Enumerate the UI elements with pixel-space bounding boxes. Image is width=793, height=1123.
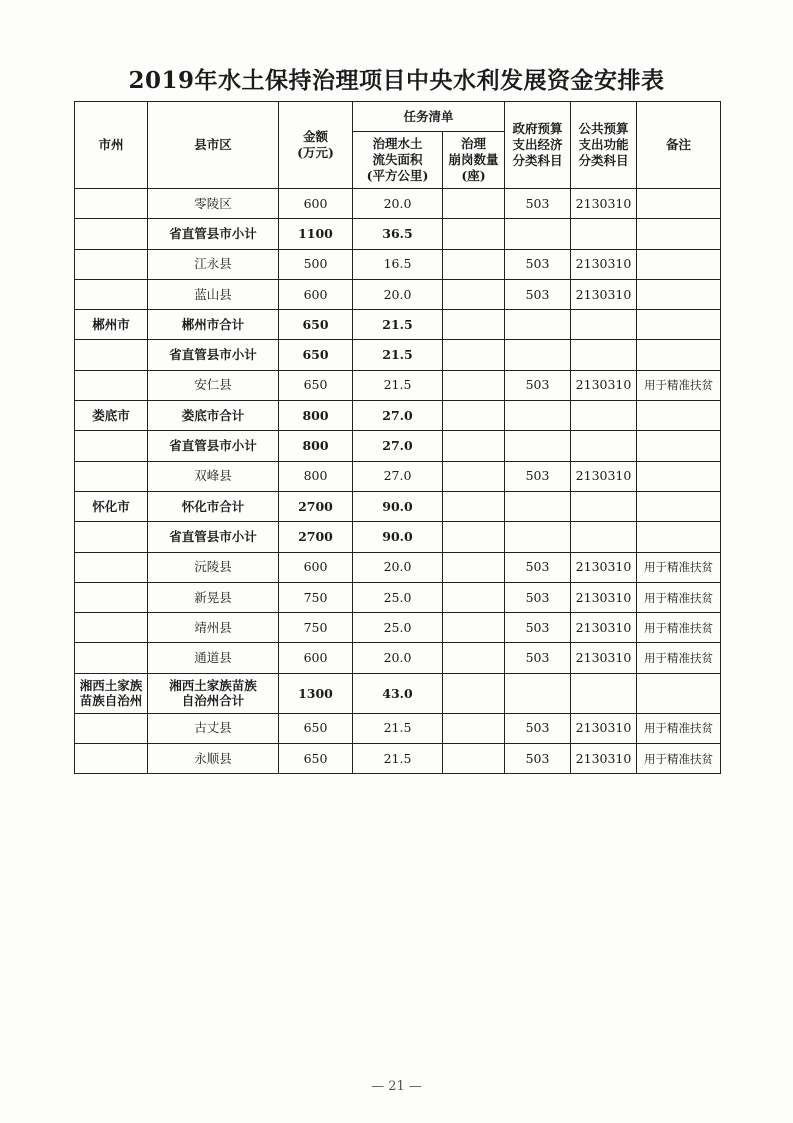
cell-note — [637, 279, 721, 309]
cell-county: 娄底市合计 — [148, 401, 279, 431]
cell-amount: 650 — [279, 713, 353, 743]
header-collapse — [443, 132, 505, 189]
cell-collapse — [443, 744, 505, 774]
cell-public-budget: 2130310 — [571, 744, 637, 774]
cell-note — [637, 431, 721, 461]
table-row — [75, 552, 721, 582]
table-row — [75, 582, 721, 612]
cell-collapse — [443, 613, 505, 643]
cell-area: 27.0 — [353, 401, 443, 431]
cell-public-budget: 2130310 — [571, 552, 637, 582]
cell-collapse — [443, 279, 505, 309]
cell-amount: 650 — [279, 744, 353, 774]
header-city: 市州 — [75, 102, 148, 189]
cell-area: 21.5 — [353, 713, 443, 743]
cell-amount: 600 — [279, 189, 353, 219]
cell-county: 靖州县 — [148, 613, 279, 643]
cell-collapse — [443, 643, 505, 673]
cell-gov-budget: 503 — [505, 643, 571, 673]
table-row — [75, 401, 721, 431]
cell-note — [637, 219, 721, 249]
cell-public-budget — [571, 340, 637, 370]
cell-note: 用于精准扶贫 — [637, 643, 721, 673]
cell-collapse — [443, 249, 505, 279]
cell-collapse — [443, 370, 505, 400]
cell-area: 20.0 — [353, 279, 443, 309]
table-row — [75, 279, 721, 309]
table-row — [75, 249, 721, 279]
cell-public-budget: 2130310 — [571, 370, 637, 400]
header-note: 备注 — [637, 102, 721, 189]
table-row — [75, 461, 721, 491]
table-row — [75, 431, 721, 461]
cell-amount: 750 — [279, 613, 353, 643]
table-row — [75, 310, 721, 340]
cell-gov-budget — [505, 431, 571, 461]
cell-gov-budget: 503 — [505, 582, 571, 612]
header-line: 公共预算 — [578, 121, 629, 136]
cell-county: 古丈县 — [148, 713, 279, 743]
cell-amount: 1100 — [279, 219, 353, 249]
cell-public-budget: 2130310 — [571, 713, 637, 743]
table-row — [75, 370, 721, 400]
cell-area: 25.0 — [353, 613, 443, 643]
cell-note — [637, 461, 721, 491]
cell-amount: 2700 — [279, 522, 353, 552]
header-line: 政府预算 — [512, 121, 563, 136]
header-line: 流失面积 — [372, 152, 423, 167]
page-number: — 21 — — [371, 1079, 422, 1094]
cell-note — [637, 189, 721, 219]
cell-county-line: 自治州合计 — [181, 693, 245, 709]
cell-gov-budget: 503 — [505, 552, 571, 582]
cell-gov-budget: 503 — [505, 249, 571, 279]
cell-gov-budget: 503 — [505, 189, 571, 219]
cell-public-budget: 2130310 — [571, 249, 637, 279]
table-row — [75, 189, 721, 219]
table-row — [75, 713, 721, 743]
cell-area: 90.0 — [353, 491, 443, 521]
cell-city — [75, 189, 148, 219]
cell-amount: 600 — [279, 279, 353, 309]
header-line: 崩岗数量 — [448, 152, 499, 167]
header-amount-line: (万元) — [297, 145, 334, 160]
cell-amount: 2700 — [279, 491, 353, 521]
cell-city — [75, 713, 148, 743]
header-task-list: 任务清单 — [353, 102, 505, 132]
cell-collapse — [443, 189, 505, 219]
cell-city — [75, 673, 148, 713]
cell-gov-budget — [505, 340, 571, 370]
cell-amount: 600 — [279, 643, 353, 673]
cell-collapse — [443, 491, 505, 521]
cell-gov-budget — [505, 401, 571, 431]
cell-gov-budget: 503 — [505, 713, 571, 743]
cell-public-budget: 2130310 — [571, 279, 637, 309]
cell-area: 20.0 — [353, 189, 443, 219]
table-row — [75, 643, 721, 673]
cell-public-budget — [571, 673, 637, 713]
cell-area: 20.0 — [353, 643, 443, 673]
header-line: 治理水土 — [372, 136, 423, 151]
cell-area: 20.0 — [353, 552, 443, 582]
header-county: 县市区 — [148, 102, 279, 189]
cell-note — [637, 340, 721, 370]
cell-gov-budget: 503 — [505, 279, 571, 309]
cell-city: 怀化市 — [75, 491, 148, 521]
cell-public-budget — [571, 522, 637, 552]
cell-collapse — [443, 219, 505, 249]
table-row — [75, 340, 721, 370]
cell-county: 零陵区 — [148, 189, 279, 219]
cell-city — [75, 340, 148, 370]
cell-note: 用于精准扶贫 — [637, 552, 721, 582]
table-row — [75, 613, 721, 643]
cell-amount: 800 — [279, 431, 353, 461]
cell-collapse — [443, 310, 505, 340]
cell-city — [75, 219, 148, 249]
cell-collapse — [443, 522, 505, 552]
cell-note: 用于精准扶贫 — [637, 582, 721, 612]
cell-city — [75, 249, 148, 279]
cell-collapse — [443, 713, 505, 743]
cell-gov-budget: 503 — [505, 370, 571, 400]
cell-area: 27.0 — [353, 431, 443, 461]
cell-gov-budget: 503 — [505, 744, 571, 774]
table-row — [75, 522, 721, 552]
table-row — [75, 673, 721, 713]
cell-public-budget: 2130310 — [571, 643, 637, 673]
cell-county: 省直管县市小计 — [148, 340, 279, 370]
cell-amount: 800 — [279, 461, 353, 491]
cell-area: 21.5 — [353, 340, 443, 370]
table-row — [75, 744, 721, 774]
cell-amount: 500 — [279, 249, 353, 279]
cell-county: 省直管县市小计 — [148, 431, 279, 461]
cell-gov-budget — [505, 219, 571, 249]
cell-area: 90.0 — [353, 522, 443, 552]
cell-county: 郴州市合计 — [148, 310, 279, 340]
cell-amount: 650 — [279, 340, 353, 370]
header-amount — [279, 102, 353, 189]
cell-city — [75, 552, 148, 582]
cell-area: 43.0 — [353, 673, 443, 713]
cell-county: 双峰县 — [148, 461, 279, 491]
cell-public-budget — [571, 310, 637, 340]
cell-amount: 650 — [279, 370, 353, 400]
budget-table — [74, 101, 721, 774]
cell-gov-budget — [505, 522, 571, 552]
cell-amount: 800 — [279, 401, 353, 431]
cell-note — [637, 401, 721, 431]
header-row-1 — [75, 102, 721, 132]
cell-city — [75, 370, 148, 400]
cell-collapse — [443, 431, 505, 461]
cell-county: 沅陵县 — [148, 552, 279, 582]
cell-gov-budget — [505, 673, 571, 713]
cell-county: 永顺县 — [148, 744, 279, 774]
cell-city — [75, 643, 148, 673]
cell-city: 郴州市 — [75, 310, 148, 340]
header-gov-budget — [505, 102, 571, 189]
header-line: 治理 — [461, 136, 487, 151]
cell-city — [75, 431, 148, 461]
table-body — [75, 102, 721, 774]
header-line: 分类科目 — [578, 153, 629, 168]
cell-amount: 650 — [279, 310, 353, 340]
cell-county: 安仁县 — [148, 370, 279, 400]
cell-county: 省直管县市小计 — [148, 522, 279, 552]
cell-collapse — [443, 673, 505, 713]
cell-public-budget: 2130310 — [571, 582, 637, 612]
cell-county: 江永县 — [148, 249, 279, 279]
header-public-budget — [571, 102, 637, 189]
cell-gov-budget — [505, 491, 571, 521]
header-area — [353, 132, 443, 189]
table-row — [75, 219, 721, 249]
cell-note — [637, 249, 721, 279]
cell-city: 娄底市 — [75, 401, 148, 431]
cell-public-budget: 2130310 — [571, 189, 637, 219]
cell-city — [75, 279, 148, 309]
cell-area: 27.0 — [353, 461, 443, 491]
cell-note: 用于精准扶贫 — [637, 744, 721, 774]
cell-city — [75, 461, 148, 491]
cell-note — [637, 673, 721, 713]
cell-area: 16.5 — [353, 249, 443, 279]
cell-amount: 600 — [279, 552, 353, 582]
cell-county: 新晃县 — [148, 582, 279, 612]
header-line: 分类科目 — [512, 153, 563, 168]
cell-area: 25.0 — [353, 582, 443, 612]
cell-collapse — [443, 340, 505, 370]
cell-city — [75, 744, 148, 774]
cell-area: 21.5 — [353, 370, 443, 400]
header-amount-line: 金额 — [302, 129, 328, 144]
cell-collapse — [443, 401, 505, 431]
cell-gov-budget: 503 — [505, 461, 571, 491]
cell-city-line: 湘西土家族 — [79, 678, 143, 694]
cell-gov-budget — [505, 310, 571, 340]
cell-area: 21.5 — [353, 744, 443, 774]
cell-amount: 750 — [279, 582, 353, 612]
header-line: 支出经济 — [512, 137, 563, 152]
cell-city — [75, 522, 148, 552]
cell-area: 21.5 — [353, 310, 443, 340]
cell-note — [637, 310, 721, 340]
cell-county — [148, 673, 279, 713]
cell-city — [75, 582, 148, 612]
header-line: (座) — [461, 168, 486, 183]
cell-county: 通道县 — [148, 643, 279, 673]
cell-county: 蓝山县 — [148, 279, 279, 309]
cell-note: 用于精准扶贫 — [637, 370, 721, 400]
cell-note: 用于精准扶贫 — [637, 713, 721, 743]
table-row — [75, 491, 721, 521]
header-line: 支出功能 — [578, 137, 629, 152]
cell-public-budget — [571, 401, 637, 431]
cell-area: 36.5 — [353, 219, 443, 249]
page-title: 2019年水土保持治理项目中央水利发展资金安排表 — [128, 67, 665, 94]
cell-amount: 1300 — [279, 673, 353, 713]
cell-gov-budget: 503 — [505, 613, 571, 643]
cell-note — [637, 491, 721, 521]
cell-collapse — [443, 461, 505, 491]
cell-county: 省直管县市小计 — [148, 219, 279, 249]
cell-city — [75, 613, 148, 643]
cell-note — [637, 522, 721, 552]
cell-county: 怀化市合计 — [148, 491, 279, 521]
cell-collapse — [443, 552, 505, 582]
cell-public-budget — [571, 431, 637, 461]
cell-note: 用于精准扶贫 — [637, 613, 721, 643]
cell-public-budget — [571, 491, 637, 521]
header-line: (平方公里) — [366, 168, 429, 183]
cell-collapse — [443, 582, 505, 612]
cell-county-line: 湘西土家族苗族 — [169, 678, 257, 694]
cell-public-budget: 2130310 — [571, 461, 637, 491]
cell-city-line: 苗族自治州 — [79, 693, 143, 709]
cell-public-budget: 2130310 — [571, 613, 637, 643]
cell-public-budget — [571, 219, 637, 249]
